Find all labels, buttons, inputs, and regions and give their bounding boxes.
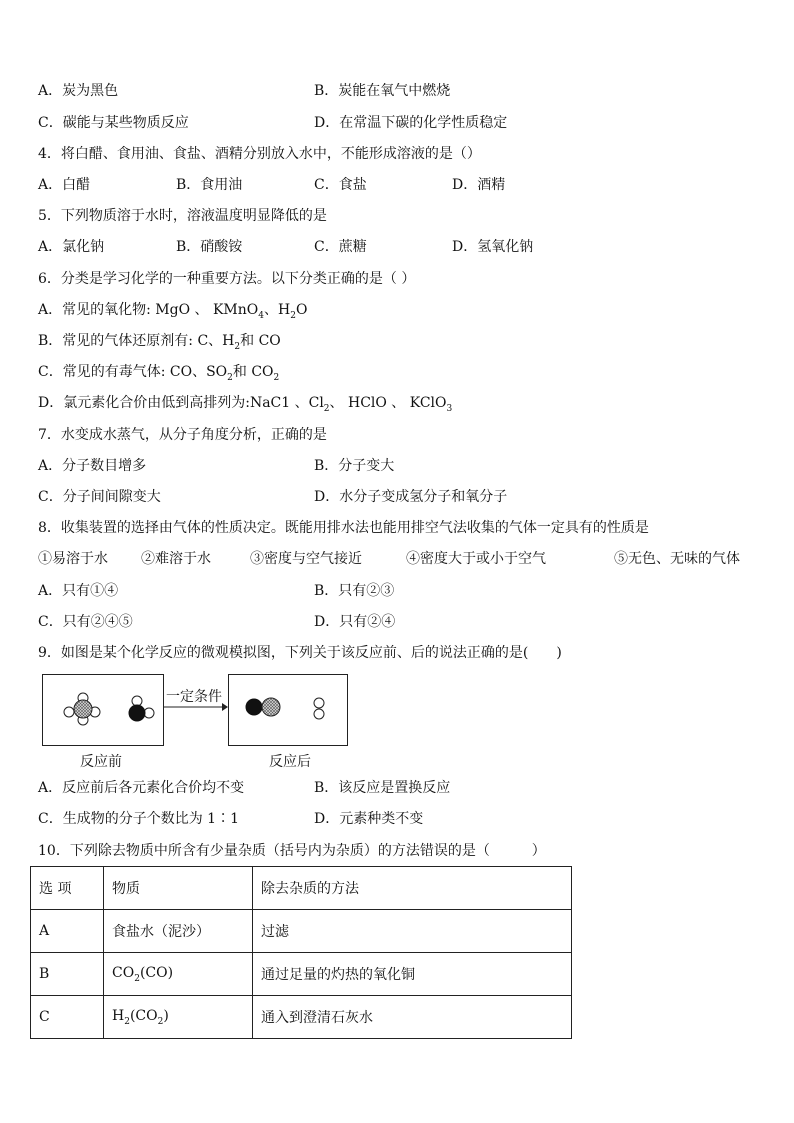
product-molecules	[229, 675, 347, 745]
q8-stem: 8．收集装置的选择由气体的性质决定。既能用排水法也能用排空气法收集的气体一定具有的性质是	[38, 520, 649, 536]
after-box	[228, 674, 348, 746]
reactant-molecules	[43, 675, 163, 745]
q3-option-b: B．炭能在氧气中燃烧	[314, 83, 451, 99]
atom-hatched	[262, 698, 280, 716]
q7-option-b: B．分子变大	[314, 458, 395, 474]
atom-black	[246, 699, 262, 715]
reaction-diagram	[40, 672, 360, 772]
q6-option-d: D．氯元素化合价由低到高排列为:NaC1 、$Cl_2$、 HClO 、 KClO$_3$	[38, 395, 453, 414]
q4-stem: 4．将白醋、食用油、食盐、酒精分别放入水中，不能形成溶液的是（）	[38, 146, 481, 162]
q10-stem: 10．下列除去物质中所含有少量杂质（括号内为杂质）的方法错误的是（ ）	[38, 843, 546, 859]
q4-option-c: C．食盐	[314, 177, 367, 193]
q8-option-b: B．只有②③	[314, 583, 395, 599]
q9-option-d: D．元素种类不变	[314, 811, 424, 827]
after-label: 反应后	[269, 754, 311, 770]
q6-stem: 6．分类是学习化学的一种重要方法。以下分类正确的是（ ）	[38, 271, 416, 287]
q5-option-d: D．氢氧化钠	[452, 239, 534, 255]
q9-stem: 9．如图是某个化学反应的微观模拟图，下列关于该反应前、后的说法正确的是( )	[38, 645, 562, 661]
q4-option-b: B．食用油	[176, 177, 243, 193]
cell-substance: $H_2(CO_2)$	[104, 996, 253, 1039]
q7-option-d: D．水分子变成氢分子和氧分子	[314, 489, 508, 505]
q8-property-4: ④密度大于或小于空气	[406, 551, 546, 567]
reaction-arrow	[162, 702, 232, 712]
q8-property-2: ②难溶于水	[141, 551, 211, 567]
q7-option-a: A．分子数目增多	[38, 458, 147, 474]
cell-option: B	[31, 953, 104, 996]
q5-option-b: B．硝酸铵	[176, 239, 243, 255]
q5-option-c: C．蔗糖	[314, 239, 367, 255]
q8-property-3: ③密度与空气接近	[250, 551, 362, 567]
header-option: 选 项	[31, 867, 104, 910]
cell-method: 过滤	[253, 910, 572, 953]
cell-option: C	[31, 996, 104, 1039]
table-header-row	[31, 867, 572, 910]
cell-method: 通入到澄清石灰水	[253, 996, 572, 1039]
q9-option-b: B．该反应是置换反应	[314, 780, 451, 796]
q8-option-d: D．只有②④	[314, 614, 396, 630]
table-row	[31, 953, 572, 996]
q6-option-b: B．常见的气体还原剂有: C、$H_2$和 CO	[38, 333, 281, 352]
q8-property-5: ⑤无色、无味的气体	[614, 551, 740, 567]
q5-stem: 5．下列物质溶于水时，溶液温度明显降低的是	[38, 208, 327, 224]
q7-option-c: C．分子间间隙变大	[38, 489, 161, 505]
q8-option-a: A．只有①④	[38, 583, 119, 599]
cell-method: 通过足量的灼热的氧化铜	[253, 953, 572, 996]
q3-option-c: C．碳能与某些物质反应	[38, 115, 189, 131]
before-box	[42, 674, 164, 746]
cell-substance: $CO_2(CO)$	[104, 953, 253, 996]
q7-stem: 7．水变成水蒸气，从分子角度分析，正确的是	[38, 427, 327, 443]
q8-property-1: ①易溶于水	[38, 551, 108, 567]
header-method: 除去杂质的方法	[253, 867, 572, 910]
cell-option: A	[31, 910, 104, 953]
atom-white	[64, 707, 74, 717]
q9-option-c: C．生成物的分子个数比为 1∶1	[38, 811, 239, 827]
q3-option-a: A．炭为黑色	[38, 83, 119, 99]
table-row	[31, 910, 572, 953]
atom-white	[314, 709, 324, 719]
table-row	[31, 996, 572, 1039]
q6-option-a: A．常见的氧化物: MgO 、 KMnO$_4$、$H_2O$	[38, 302, 308, 321]
atom-white	[314, 698, 324, 708]
reaction-condition: 一定条件	[166, 689, 222, 705]
atom-black	[129, 705, 145, 721]
q8-option-c: C．只有②④⑤	[38, 614, 133, 630]
q5-option-a: A．氯化钠	[38, 239, 105, 255]
q6-option-c: C．常见的有毒气体: CO、$SO_2$和 $CO_2$	[38, 364, 280, 383]
atom-hatched	[74, 700, 92, 718]
q4-option-a: A．白醋	[38, 177, 91, 193]
q4-option-d: D．酒精	[452, 177, 506, 193]
q9-option-a: A．反应前后各元素化合价均不变	[38, 780, 245, 796]
q3-option-d: D．在常温下碳的化学性质稳定	[314, 115, 508, 131]
cell-substance: 食盐水（泥沙）	[104, 910, 253, 953]
impurity-table	[30, 866, 572, 1039]
before-label: 反应前	[80, 754, 122, 770]
header-substance: 物质	[104, 867, 253, 910]
